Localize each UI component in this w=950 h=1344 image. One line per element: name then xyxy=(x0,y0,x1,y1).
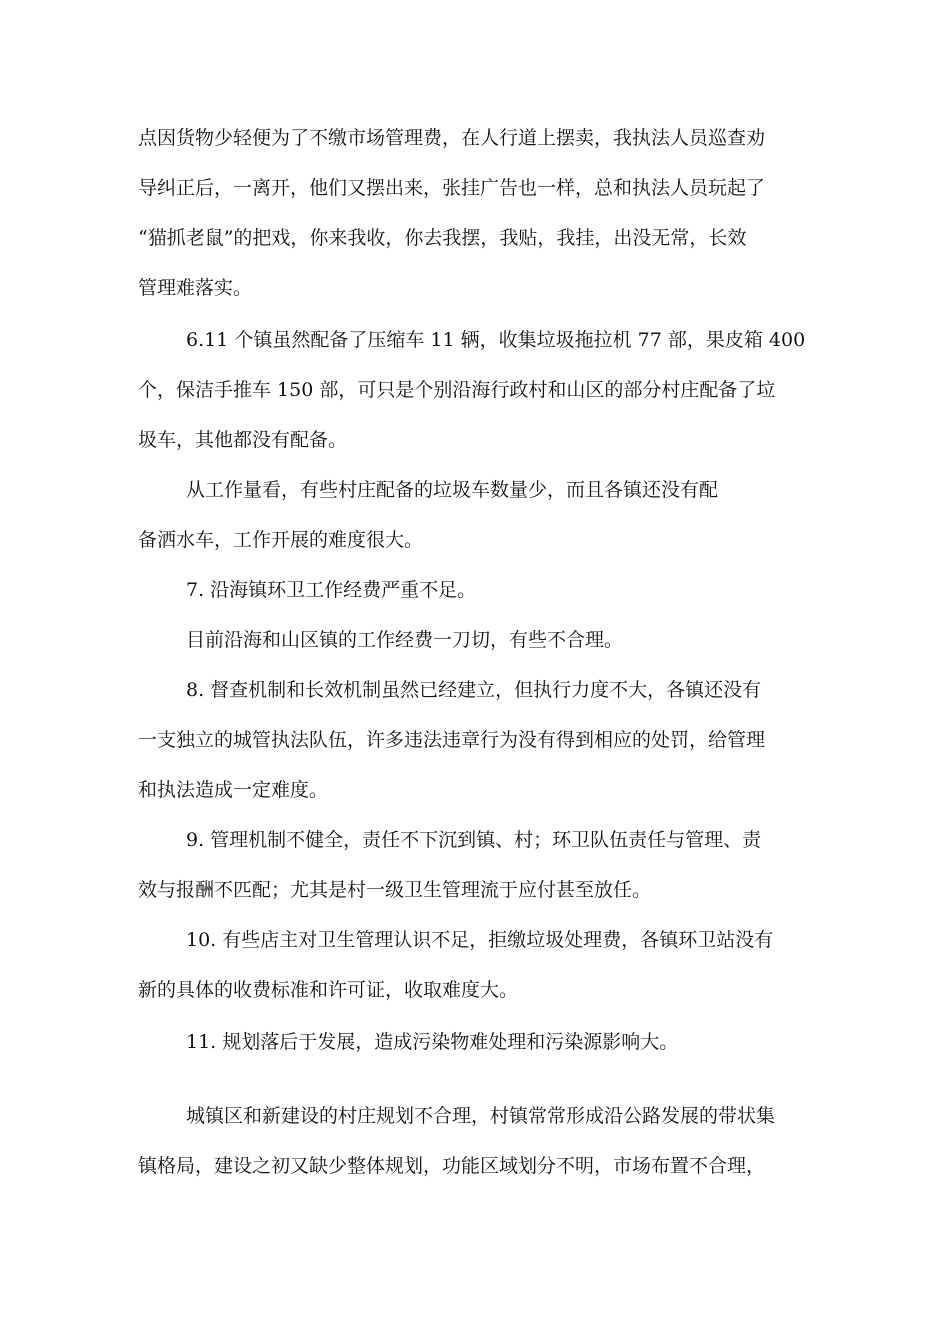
text-line: 从工作量看，有些村庄配备的垃圾车数量少，而且各镇还没有配 xyxy=(186,479,719,501)
text-line: 一支独立的城管执法队伍，许多违法违章行为没有得到相应的处罚，给管理 xyxy=(138,729,766,751)
text-line: 镇格局，建设之初又缺少整体规划，功能区域划分不明，市场布置不合理， xyxy=(138,1155,766,1177)
text-line: 城镇区和新建设的村庄规划不合理，村镇常常形成沿公路发展的带状集 xyxy=(186,1105,776,1127)
text-line: 10. 有些店主对卫生管理认识不足，拒缴垃圾处理费，各镇环卫站没有 xyxy=(186,929,774,951)
text-line: 点因货物少轻便为了不缴市场管理费，在人行道上摆卖，我执法人员巡查劝 xyxy=(138,127,766,149)
text-line: 新的具体的收费标准和许可证，收取难度大。 xyxy=(138,979,519,1001)
text-line: 9. 管理机制不健全，责任不下沉到镇、村；环卫队伍责任与管理、责 xyxy=(186,829,762,851)
text-line: 个，保洁手推车 150 部，可只是个别沿海行政村和山区的部分村庄配备了垃 xyxy=(138,379,776,401)
text-line: 导纠正后，一离开，他们又摆出来，张挂广告也一样，总和执法人员玩起了 xyxy=(138,177,766,199)
text-line: 和执法造成一定难度。 xyxy=(138,779,329,801)
text-line: 11. 规划落后于发展，造成污染物难处理和污染源影响大。 xyxy=(186,1031,679,1053)
text-line: 效与报酬不匹配；尤其是村一级卫生管理流于应付甚至放任。 xyxy=(138,879,652,901)
text-line: 7. 沿海镇环卫工作经费严重不足。 xyxy=(186,579,477,601)
text-line: 6.11 个镇虽然配备了压缩车 11 辆，收集垃圾拖拉机 77 部，果皮箱 400 xyxy=(186,329,806,351)
text-line: 8. 督查机制和长效机制虽然已经建立，但执行力度不大，各镇还没有 xyxy=(186,679,762,701)
text-line: “猫抓老鼠”的把戏，你来我收，你去我摆，我贴，我挂，出没无常，长效 xyxy=(138,227,747,249)
text-line: 管理难落实。 xyxy=(138,277,253,299)
text-line: 备洒水车，工作开展的难度很大。 xyxy=(138,529,424,551)
text-line: 目前沿海和山区镇的工作经费一刀切，有些不合理。 xyxy=(186,629,624,651)
text-line: 圾车，其他都没有配备。 xyxy=(138,429,348,451)
